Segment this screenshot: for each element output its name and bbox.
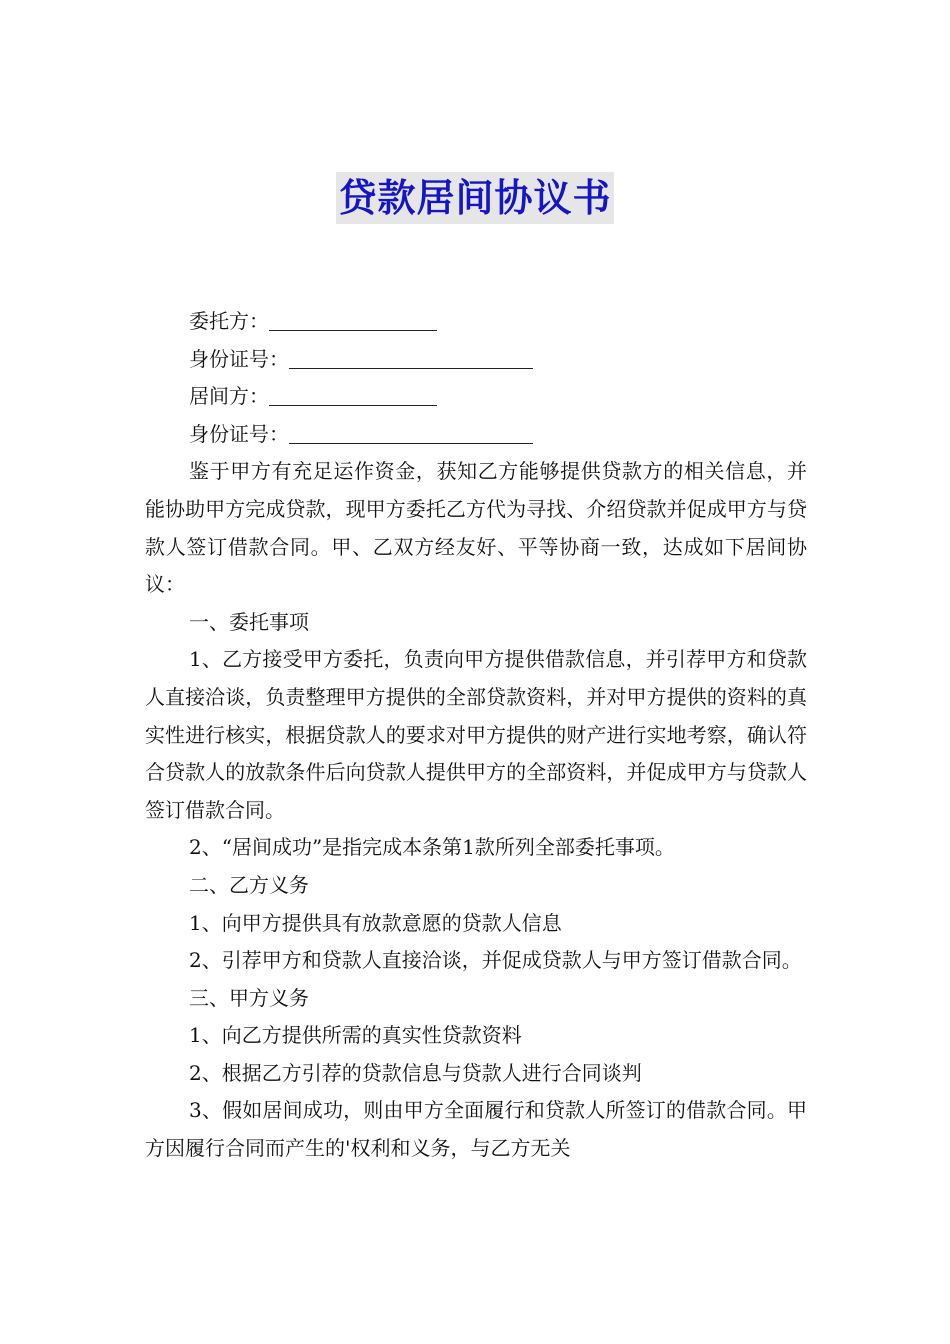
clause-paragraph: 1、乙方接受甲方委托，负责向甲方提供借款信息，并引荐甲方和贷款人直接洽谈，负责整理甲方提供的全部贷款资料，并对甲方提供的资料的真实性进行核实，根据贷款人的要求对甲方提供的财产进行实地考察，确认符合贷款人的放款条件后向贷款人提供甲方的全部资料，并促成甲方与贷款人签订借款合同。 xyxy=(145,647,807,822)
clause-paragraph: 1、向甲方提供具有放款意愿的贷款人信息 xyxy=(189,910,562,935)
document-body xyxy=(145,303,807,1168)
field-label: 身份证号： xyxy=(189,346,289,371)
clause-paragraph: 2、引荐甲方和贷款人直接洽谈，并促成贷款人与甲方签订借款合同。 xyxy=(189,948,802,973)
blank-line xyxy=(269,383,437,406)
blank-line xyxy=(269,308,437,331)
field-intermediary xyxy=(145,378,807,416)
field-principal-id xyxy=(145,341,807,379)
field-label: 居间方： xyxy=(189,384,269,409)
field-intermediary-id xyxy=(145,416,807,454)
section-heading: 二、乙方义务 xyxy=(189,872,309,897)
document-title: 贷款居间协议书 xyxy=(336,172,613,224)
section-heading: 三、甲方义务 xyxy=(189,985,309,1010)
title-container xyxy=(0,172,950,224)
preamble-paragraph: 鉴于甲方有充足运作资金，获知乙方能够提供贷款方的相关信息，并能协助甲方完成贷款，现甲方委托乙方代为寻找、介绍贷款并促成甲方与贷款人签订借款合同。甲、乙双方经友好、平等协商一致，达成如下居间协议： xyxy=(145,459,807,597)
clause-paragraph: 2、根据乙方引荐的贷款信息与贷款人进行合同谈判 xyxy=(189,1060,642,1085)
clause-paragraph: 2、“居间成功”是指完成本条第1款所列全部委托事项。 xyxy=(189,835,675,860)
field-principal xyxy=(145,303,807,341)
clause-paragraph: 1、向乙方提供所需的真实性贷款资料 xyxy=(189,1023,522,1048)
clause-paragraph: 3、假如居间成功，则由甲方全面履行和贷款人所签订的借款合同。甲方因履行合同而产生的'权利和义务，与乙方无关 xyxy=(145,1098,807,1161)
field-label: 委托方： xyxy=(189,309,269,333)
blank-line xyxy=(289,346,533,369)
section-heading: 一、委托事项 xyxy=(189,609,309,634)
blank-line xyxy=(289,421,533,444)
field-label: 身份证号： xyxy=(189,421,289,446)
